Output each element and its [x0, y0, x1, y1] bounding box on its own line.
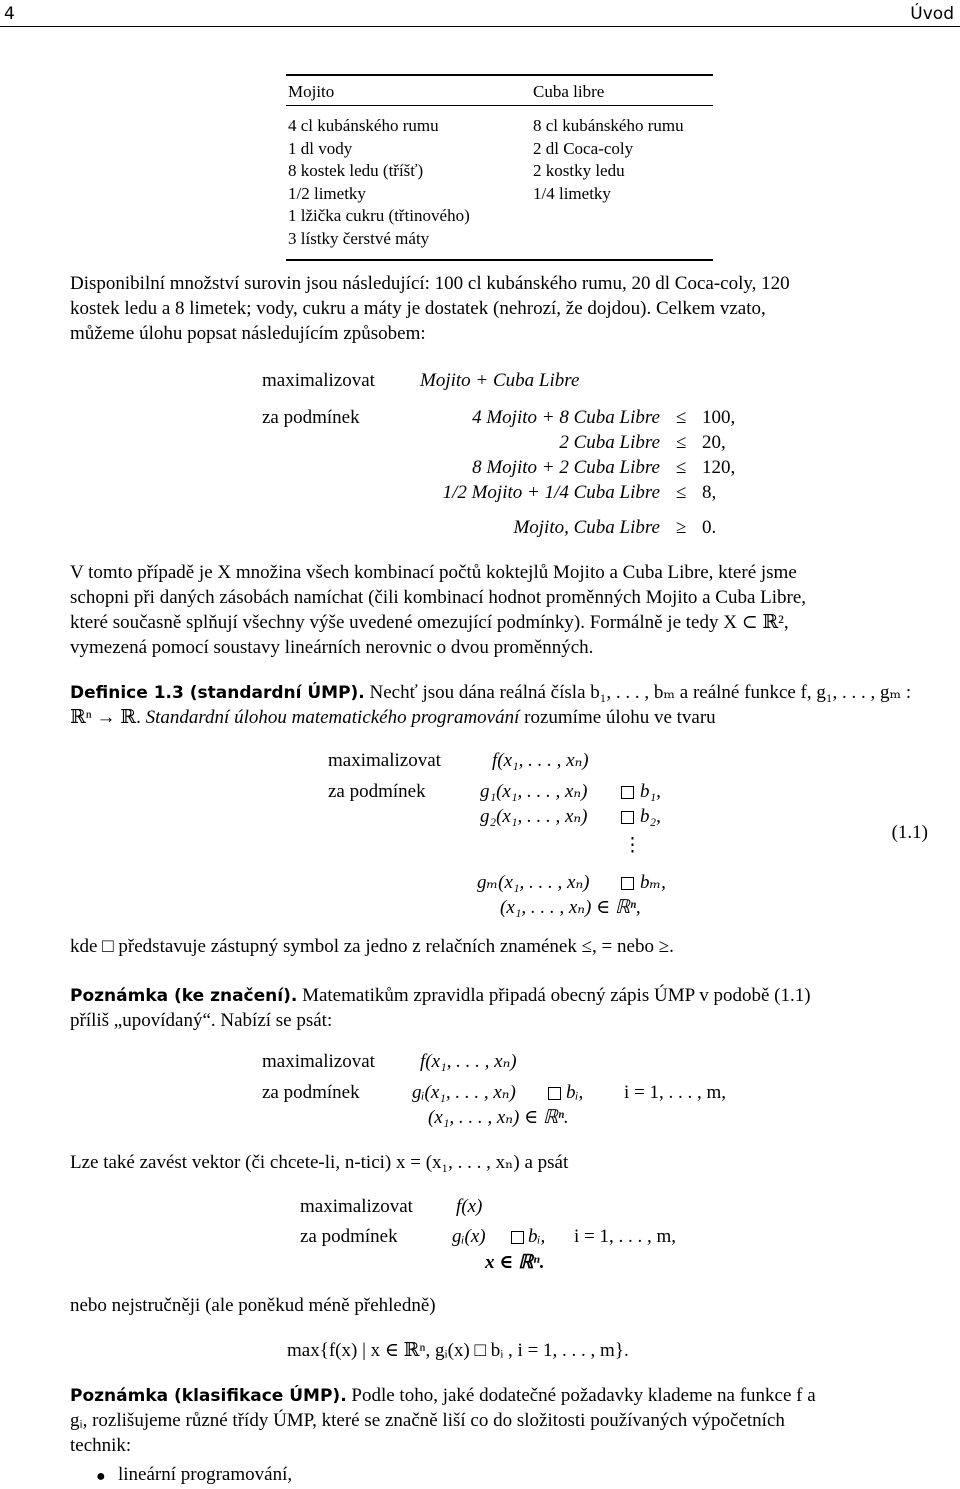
- constraint-lhs: 8 Mojito + 2 Cuba Libre: [472, 457, 660, 478]
- constraint-rhs: bᵢ,: [528, 1226, 546, 1247]
- text-line: Lze také zavést vektor (či chcete-li, n-tici) x = (x₁, . . . , xₙ) a psát: [70, 1152, 569, 1173]
- remark-text: Podle toho, jaké dodatečné požadavky klademe na funkce f a: [351, 1385, 816, 1406]
- index-range: i = 1, . . . , m,: [624, 1082, 727, 1103]
- text-line: [70, 705, 930, 730]
- chapter-title: Úvod: [910, 4, 954, 24]
- ingredient: 1 lžička cukru (třtinového): [288, 206, 470, 225]
- domain-constraint: x ∈ ℝⁿ.: [485, 1252, 545, 1273]
- ingredient: 2 dl Coca-coly: [533, 138, 634, 158]
- remark-text: Matematikům zpravidla připadá obecný zápis ÚMP v podobě (1.1): [302, 985, 811, 1006]
- paragraph-placeholder: [70, 934, 930, 959]
- recipe-title-mojito: Mojito: [288, 82, 335, 101]
- list-item: lineární programování,: [118, 1464, 293, 1485]
- remark-label: Poznámka (ke značení).: [70, 986, 298, 1006]
- maximize-label: maximalizovat: [300, 1196, 413, 1217]
- relation-placeholder-box: [548, 1087, 561, 1100]
- constraint-relation: ≤: [676, 457, 687, 478]
- constraint-rhs: bₘ,: [640, 872, 666, 893]
- paragraph-shortest: [70, 1293, 930, 1318]
- mojito-ingredients: [288, 115, 470, 250]
- vertical-dots: ⋮: [623, 835, 642, 856]
- paragraph-set-x: [70, 560, 930, 660]
- text-line: gᵢ, rozlišujeme různé třídy ÚMP, které se značně liší co do složitosti používaných výpočetních: [70, 1410, 785, 1431]
- objective: f(x₁, . . . , xₙ): [420, 1051, 517, 1072]
- maximize-label: maximalizovat: [262, 1051, 375, 1072]
- domain-constraint: (x₁, . . . , xₙ) ∈ ℝⁿ.: [428, 1107, 569, 1128]
- equation-number: (1.1): [891, 822, 928, 843]
- ingredient: 4 cl kubánského rumu: [288, 116, 439, 135]
- text-line: vymezená pomocí soustavy lineárních nerovnic o dvou proměnných.: [70, 637, 594, 658]
- ingredient: 1 dl vody: [288, 138, 353, 158]
- page-number: 4: [4, 4, 15, 24]
- text-line: které současně splňují všechny výše uvedené omezující podmínky). Formálně je tedy X ⊂ ℝ²,: [70, 612, 789, 633]
- ingredient: 3 lístky čerstvé máty: [288, 228, 430, 248]
- constraint-lhs: gᵢ(x): [452, 1226, 486, 1247]
- text-line: [70, 1383, 930, 1408]
- set-notation: max{f(x) | x ∈ ℝⁿ, gᵢ(x) □ bᵢ , i = 1, . . . , m}.: [287, 1340, 629, 1361]
- subject-to-label: za podmínek: [300, 1226, 398, 1247]
- ingredient: 8 kostek ledu (tříšť): [288, 161, 424, 180]
- definition-text: rozumíme úlohu ve tvaru: [524, 707, 716, 728]
- cuba-libre-ingredients: [533, 115, 684, 205]
- ingredient: 1/4 limetky: [533, 183, 611, 203]
- constraint-lhs: g₁(x₁, . . . , xₙ): [480, 781, 588, 802]
- remark-label: Poznámka (klasifikace ÚMP).: [70, 1386, 347, 1406]
- text-line: kde □ představuje zástupný symbol za jedno z relačních znamének ≤, = nebo ≥.: [70, 936, 674, 957]
- constraint-lhs: gₘ(x₁, . . . , xₙ): [477, 872, 590, 893]
- constraint-lhs: 4 Mojito + 8 Cuba Libre: [472, 407, 660, 428]
- constraint-lhs: 2 Cuba Libre: [559, 432, 660, 453]
- text-line: kostek ledu a 8 limetek; vody, cukru a máty je dostatek (nehrozí, že dojdou). Celkem vzato,: [70, 298, 766, 319]
- nonnegativity-lhs: Mojito, Cuba Libre: [513, 517, 660, 538]
- text-line: příliš „upovídaný“. Nabízí se psát:: [70, 1010, 333, 1031]
- text-line: technik:: [70, 1435, 132, 1456]
- objective: f(x₁, . . . , xₙ): [492, 750, 589, 771]
- ingredient: 8 cl kubánského rumu: [533, 116, 684, 135]
- table-mid-rule: [286, 105, 713, 106]
- paragraph-intro: [70, 271, 930, 346]
- constraint-lhs: gᵢ(x₁, . . . , xₙ): [412, 1082, 516, 1103]
- remark-notation: [70, 983, 930, 1033]
- paragraph-vector: [70, 1150, 930, 1175]
- constraint-rhs: b₁,: [640, 781, 661, 802]
- relation-placeholder-box: [621, 811, 634, 824]
- nonnegativity-relation: ≥: [676, 517, 687, 538]
- text-line: [70, 983, 930, 1008]
- table-top-rule: [286, 74, 713, 76]
- maximize-label: maximalizovat: [262, 370, 375, 391]
- constraint-rhs: 100,: [702, 407, 736, 428]
- constraint-relation: ≤: [676, 482, 687, 503]
- text-line: nebo nejstručněji (ale poněkud méně přehledně): [70, 1295, 436, 1316]
- nonnegativity-rhs: 0.: [702, 517, 717, 538]
- constraint-rhs: b₂,: [640, 806, 661, 827]
- remark-classification: [70, 1383, 930, 1458]
- text-line: můžeme úlohu popsat následujícím způsobem:: [70, 323, 426, 344]
- constraint-lhs: 1/2 Mojito + 1/4 Cuba Libre: [442, 482, 660, 503]
- constraint-rhs: 20,: [702, 432, 726, 453]
- definition-math: ℝⁿ → ℝ.: [70, 707, 141, 728]
- relation-placeholder-box: [621, 877, 634, 890]
- bullet-icon: ●: [96, 1468, 106, 1485]
- relation-placeholder-box: [621, 786, 634, 799]
- objective: f(x): [456, 1196, 483, 1217]
- text-line: Disponibilní množství surovin jsou následující: 100 cl kubánského rumu, 20 dl Coca-coly, 120: [70, 273, 790, 294]
- relation-placeholder-box: [511, 1231, 524, 1244]
- subject-to-label: za podmínek: [262, 407, 360, 428]
- running-header: [0, 0, 960, 27]
- constraint-lhs: g₂(x₁, . . . , xₙ): [480, 806, 588, 827]
- constraint-rhs: 120,: [702, 457, 736, 478]
- domain-constraint: (x₁, . . . , xₙ) ∈ ℝⁿ,: [500, 897, 641, 918]
- constraint-relation: ≤: [676, 432, 687, 453]
- ingredient: 1/2 limetky: [288, 183, 366, 203]
- recipe-title-cuba-libre: Cuba libre: [533, 82, 605, 101]
- subject-to-label: za podmínek: [262, 1082, 360, 1103]
- constraint-relation: ≤: [676, 407, 687, 428]
- text-line: schopni při daných zásobách namíchat (čili kombinací hodnot proměnných Mojito a Cuba Libre,: [70, 587, 807, 608]
- constraint-rhs: bᵢ,: [566, 1082, 584, 1103]
- maximize-label: maximalizovat: [328, 750, 441, 771]
- text-line: [70, 680, 930, 705]
- ingredient: 2 kostky ledu: [533, 161, 625, 180]
- definition-term: Standardní úlohou matematického programování: [145, 707, 520, 728]
- objective: Mojito + Cuba Libre: [420, 370, 580, 391]
- index-range: i = 1, . . . , m,: [574, 1226, 677, 1247]
- definition-label: Definice 1.3 (standardní ÚMP).: [70, 683, 365, 703]
- text-line: V tomto případě je X množina všech kombinací počtů koktejlů Mojito a Cuba Libre, které jsme: [70, 562, 797, 583]
- table-bottom-rule: [286, 259, 713, 261]
- subject-to-label: za podmínek: [328, 781, 426, 802]
- definition-text: Nechť jsou dána reálná čísla b₁, . . . , bₘ a reálné funkce f, g₁, . . . , gₘ :: [369, 682, 912, 703]
- constraint-rhs: 8,: [702, 482, 717, 503]
- definition-1-3: [70, 680, 930, 730]
